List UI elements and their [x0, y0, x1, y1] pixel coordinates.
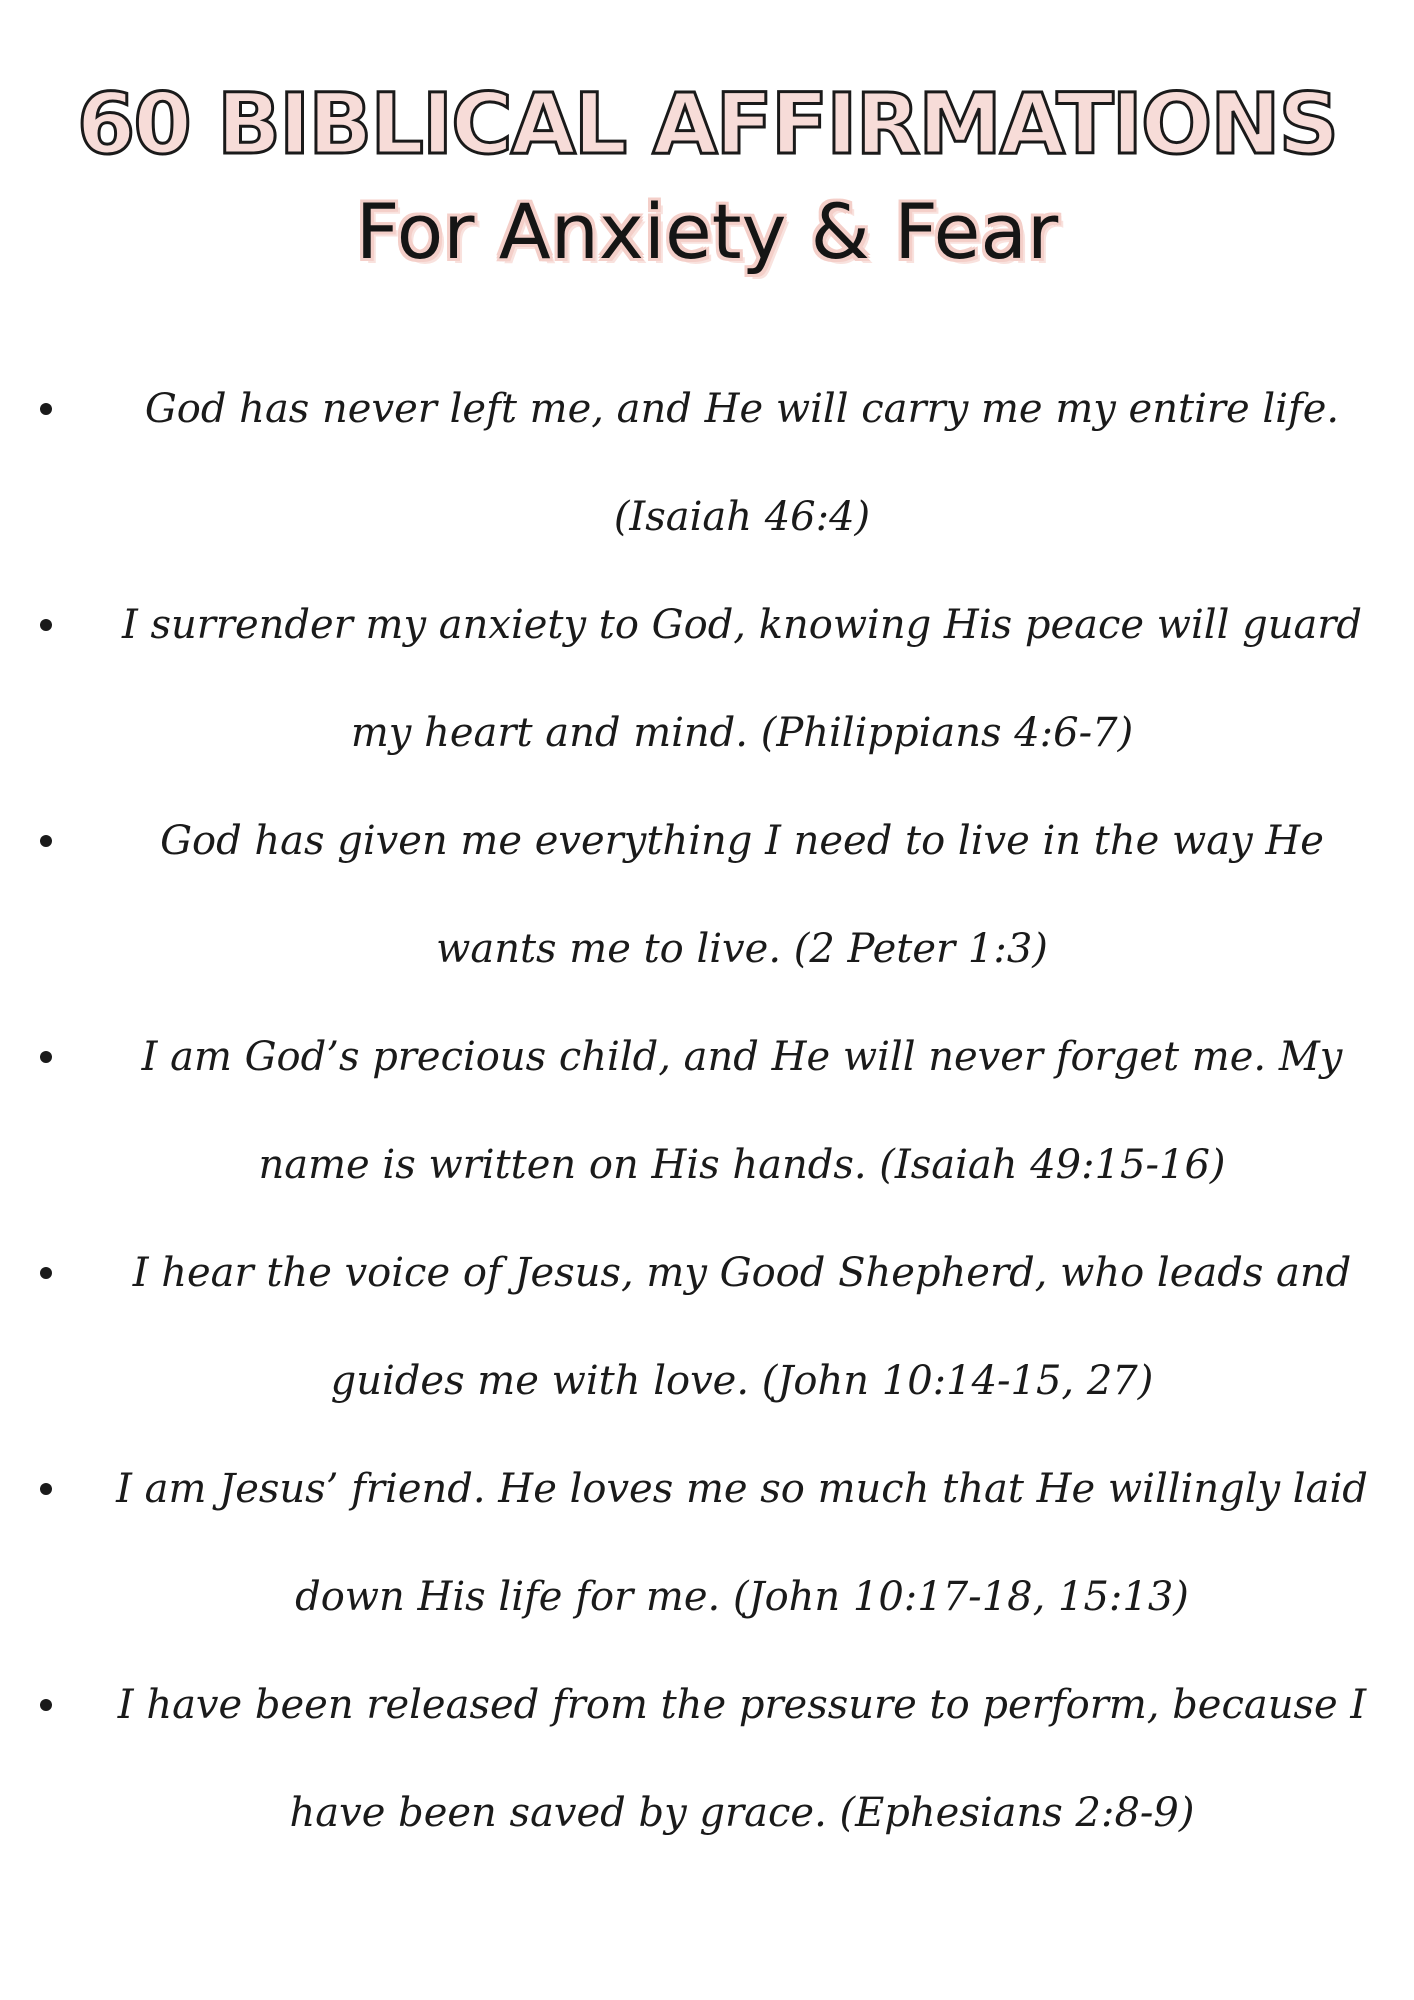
bullet-icon: [40, 1699, 52, 1711]
affirmation-line-2: name is written on His hands. (Isaiah 49:15-16): [258, 1142, 1226, 1188]
affirmation-line-1: I am Jesus’ friend. He loves me so much that He willingly laid: [116, 1466, 1368, 1512]
affirmation-line-2: wants me to live. (2 Peter 1:3): [436, 926, 1048, 972]
affirmation-line-2: (Isaiah 46:4): [613, 494, 871, 540]
affirmation-line-2: down His life for me. (John 10:17-18, 15:13): [295, 1574, 1189, 1620]
affirmation-line-1: I have been released from the pressure to perform, because I: [117, 1682, 1367, 1728]
list-item: [0, 1219, 1414, 1435]
affirmation-line-1: I surrender my anxiety to God, knowing His peace will guard: [121, 602, 1363, 648]
list-item: [0, 355, 1414, 571]
affirmation-line-1: I hear the voice of Jesus, my Good Shepherd, who leads and: [132, 1250, 1352, 1296]
page-title: 60 BIBLICAL AFFIRMATIONS: [76, 75, 1338, 173]
bullet-icon: [40, 835, 52, 847]
list-item: [0, 787, 1414, 1003]
page-subtitle: For Anxiety & Fear: [355, 187, 1059, 276]
bullet-icon: [40, 1051, 52, 1063]
list-item: [0, 1003, 1414, 1219]
affirmation-line-2: have been saved by grace. (Ephesians 2:8-9): [289, 1790, 1195, 1836]
bullet-icon: [40, 403, 52, 415]
affirmation-line-1: God has given me everything I need to live in the way He: [160, 818, 1324, 864]
bullet-icon: [40, 1267, 52, 1279]
bullet-icon: [40, 1483, 52, 1495]
list-item: [0, 571, 1414, 787]
list-item: [0, 1651, 1414, 1867]
affirmation-line-1: God has never left me, and He will carry me my entire life.: [144, 386, 1340, 432]
affirmation-line-1: I am God’s precious child, and He will never forget me. My: [141, 1034, 1343, 1080]
affirmation-line-2: my heart and mind. (Philippians 4:6-7): [350, 710, 1134, 756]
bullet-icon: [40, 619, 52, 631]
list-item: [0, 1435, 1414, 1651]
affirmation-line-2: guides me with love. (John 10:14-15, 27): [330, 1358, 1154, 1404]
affirmation-list: [0, 355, 1414, 1867]
